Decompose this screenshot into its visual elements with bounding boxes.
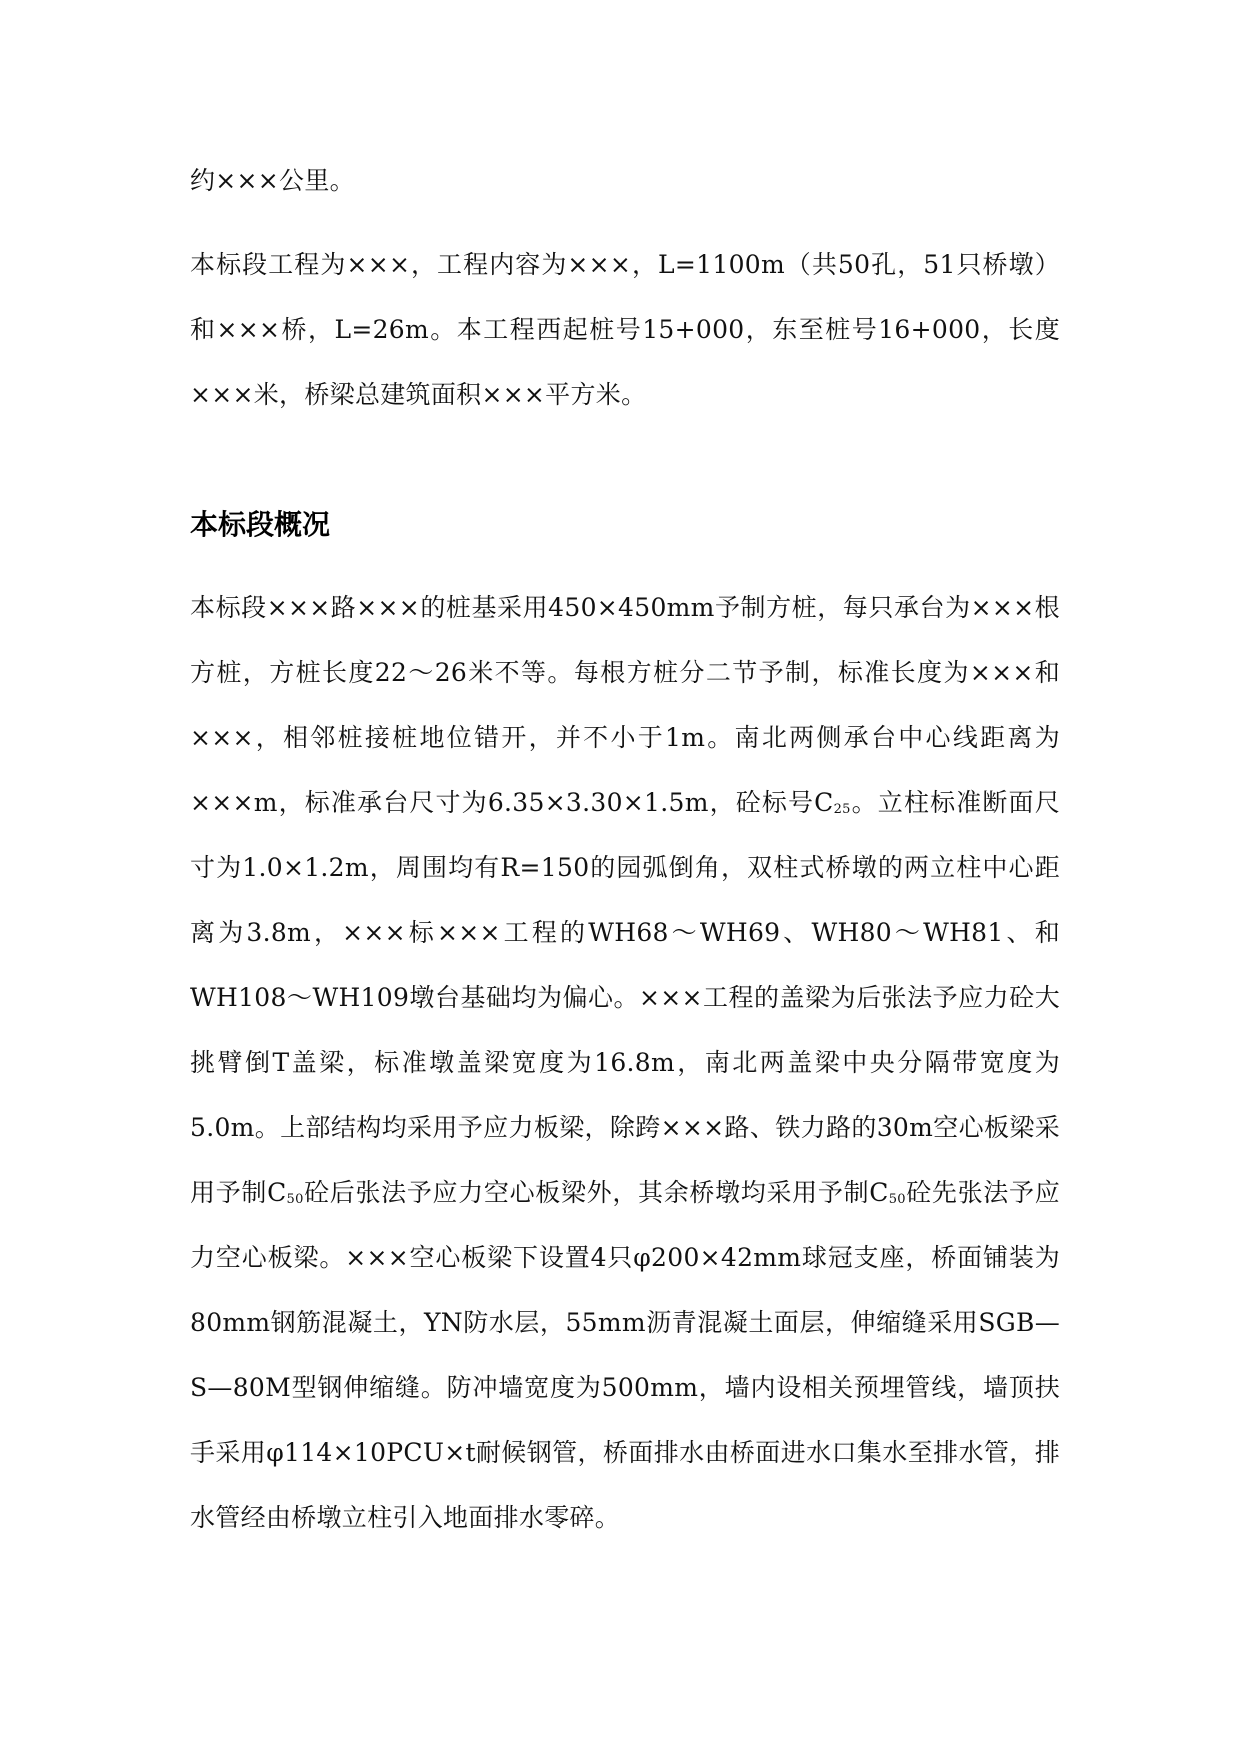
overview-text-part4: 砼先张法予应力空心板梁。×××空心板梁下设置4只φ200×42mm球冠支座，桥面铺装为80mm钢筋混凝土，YN防水层，55mm沥青混凝土面层，伸缩缝采用SGB—S—80M型钢伸缩缝。防冲墙宽度为500mm，墙内设相关预埋管线，墙顶扶手采用φ114×10PCU×t耐候钢管，桥面排水由桥面进水口集水至排水管，排水管经由桥墩立柱引入地面排水零碎。 xyxy=(190,1178,1060,1532)
overview-text-part3: 砼后张法予应力空心板梁外，其余桥墩均采用予制C xyxy=(303,1178,889,1207)
concrete-grade-subscript: 50 xyxy=(286,1192,304,1207)
concrete-grade-subscript: 25 xyxy=(833,802,851,817)
intro-tail-paragraph: 约×××公里。 xyxy=(190,166,355,195)
overview-text-part1: 本标段×××路×××的桩基采用450×450mm予制方桩，每只承台为×××根方桩，方桩长度22～26米不等。每根方桩分二节予制，标准长度为×××和×××，相邻桩接桩地位错开，并不小于1m。南北两侧承台中心线距离为×××m，标准承台尺寸为6.35×3.30×1.5m，砼标号C xyxy=(190,593,1060,817)
concrete-grade-subscript: 50 xyxy=(888,1192,906,1207)
section-overview-paragraph xyxy=(190,575,1060,1550)
project-scope-paragraph: 本标段工程为×××，工程内容为×××，L=1100m（共50孔，51只桥墩）和×××桥，L=26m。本工程西起桩号15+000，东至桩号16+000，长度×××米，桥梁总建筑面积×××平方米。 xyxy=(190,250,1060,409)
overview-text-part2: 。立柱标准断面尺寸为1.0×1.2m，周围均有R=150的园弧倒角，双柱式桥墩的两立柱中心距离为3.8m，×××标×××工程的WH68～WH69、WH80～WH81、和WH108～WH109墩台基础均为偏心。×××工程的盖梁为后张法予应力砼大挑臂倒T盖梁，标准墩盖梁宽度为16.8m，南北两盖梁中央分隔带宽度为5.0m。上部结构均采用予应力板梁，除跨×××路、铁力路的30m空心板梁采用予制C xyxy=(190,788,1060,1207)
section-heading: 本标段概况 xyxy=(190,508,331,541)
